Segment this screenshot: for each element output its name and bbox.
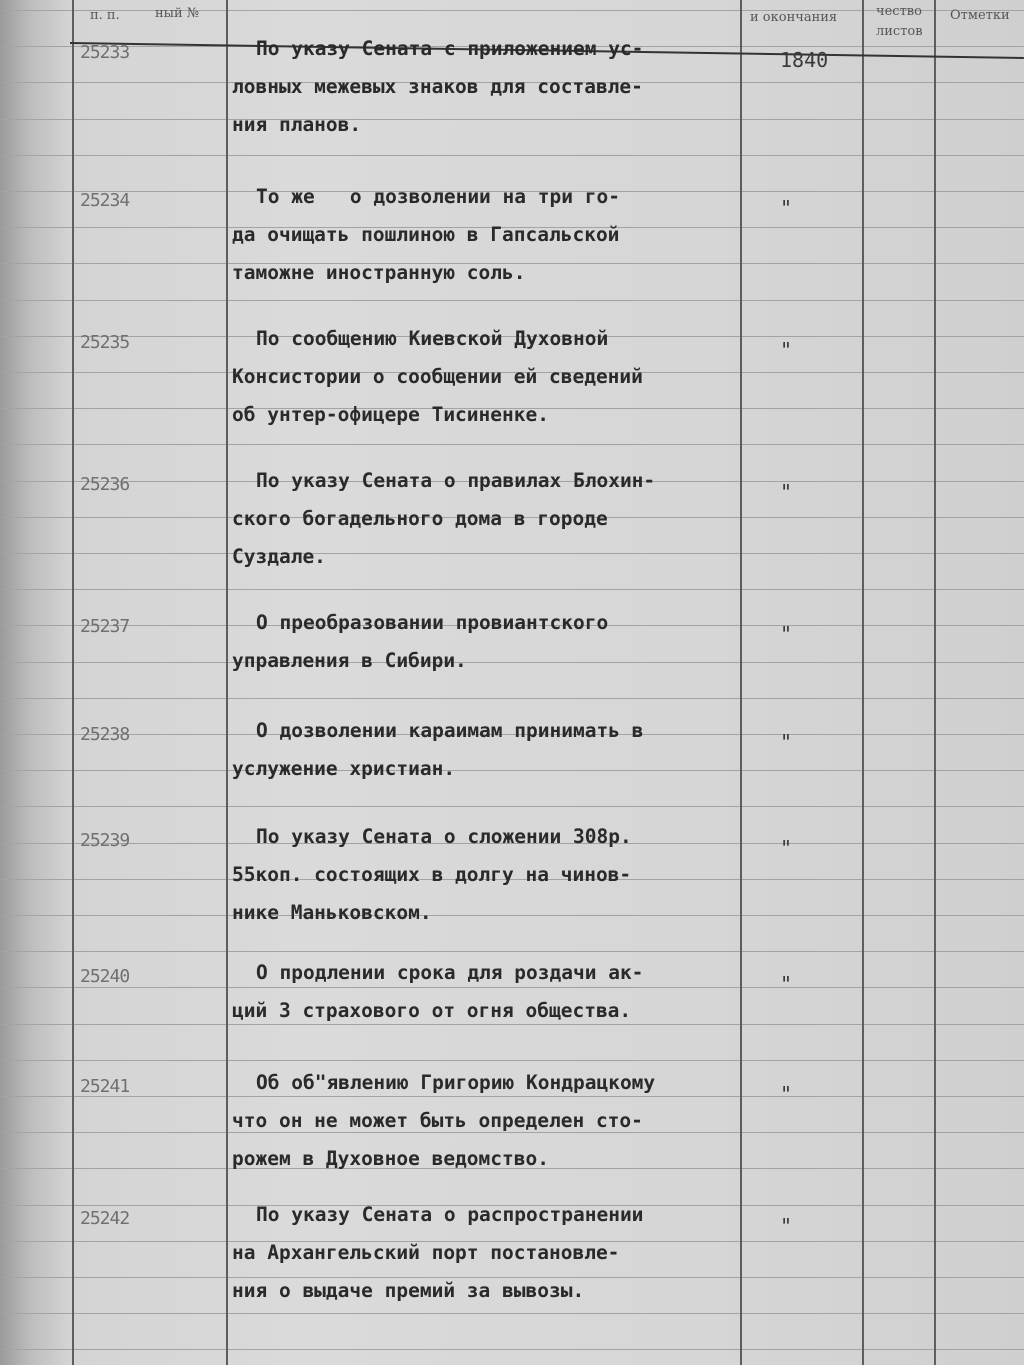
description-line: По указу Сената о распространении — [256, 1203, 644, 1226]
record-description — [232, 818, 752, 932]
record-date: " — [780, 972, 793, 996]
ruled-line — [0, 155, 1024, 156]
description-line: услужение христиан. — [232, 757, 456, 780]
record-date: " — [780, 338, 793, 362]
record-description — [232, 320, 752, 434]
description-line: По указу Сената о правилах Блохин- — [256, 469, 656, 492]
description-line: таможне иностранную соль. — [232, 261, 526, 284]
record-description — [232, 712, 752, 788]
record-date: " — [780, 730, 793, 754]
record-description — [232, 604, 752, 680]
record-number: 25239 — [80, 830, 130, 851]
record-date: " — [780, 622, 793, 646]
ruled-line — [0, 698, 1024, 699]
description-line: нике Маньковском. — [232, 901, 432, 924]
record-number: 25234 — [80, 190, 130, 211]
description-line: По указу Сената о сложении 308р. — [256, 825, 632, 848]
ruled-line — [0, 1313, 1024, 1314]
header-col-count-line2: листов — [876, 24, 923, 39]
description-line: ций 3 страхового от огня общества. — [232, 999, 632, 1022]
column-rule-dates — [862, 0, 864, 1365]
header-col-dates: и окончания — [750, 10, 838, 25]
ruled-line — [0, 10, 1024, 11]
description-line: ния о выдаче премий за вывозы. — [232, 1279, 585, 1302]
description-line: ловных межевых знаков для составле- — [232, 75, 643, 98]
description-line: рожем в Духовное ведомство. — [232, 1147, 549, 1170]
description-line: Об об"явлению Григорию Кондрацкому — [256, 1071, 656, 1094]
description-line: да очищать пошлиною в Гапсальской — [232, 223, 620, 246]
description-line: То же о дозволении на три го- — [256, 185, 620, 208]
header-col-notes: Отметки — [950, 8, 1010, 23]
ruled-line — [0, 806, 1024, 807]
column-rule-count — [934, 0, 936, 1365]
description-line: О дозволении караимам принимать в — [256, 719, 644, 742]
record-number: 25235 — [80, 332, 130, 353]
ruled-line — [0, 589, 1024, 590]
description-line: что он не может быть определен сто- — [232, 1109, 643, 1132]
record-date: 1840 — [780, 48, 829, 72]
description-line: Суздале. — [232, 545, 326, 568]
record-date: " — [780, 480, 793, 504]
description-line: ния планов. — [232, 113, 362, 136]
header-col-num: п. п. — [90, 8, 120, 23]
description-line: ского богадельного дома в городе — [232, 507, 608, 530]
column-rule-number — [226, 0, 228, 1365]
description-line: Консистории о сообщении ей сведений — [232, 365, 643, 388]
record-number: 25233 — [80, 42, 130, 63]
ruled-line — [0, 444, 1024, 445]
description-line: управления в Сибири. — [232, 649, 467, 672]
record-number: 25238 — [80, 724, 130, 745]
column-rule-left — [72, 0, 74, 1365]
ruled-line — [0, 1060, 1024, 1061]
ruled-line — [0, 1349, 1024, 1350]
description-line: об унтер-офицере Тисиненке. — [232, 403, 549, 426]
record-date: " — [780, 1214, 793, 1238]
description-line: О преобразовании провиантского — [256, 611, 609, 634]
description-line: на Архангельский порт постановле- — [232, 1241, 620, 1264]
record-number: 25240 — [80, 966, 130, 987]
record-number: 25241 — [80, 1076, 130, 1097]
description-line: По указу Сената с приложением ус- — [256, 37, 644, 60]
header-col-count-line1: чество — [876, 4, 922, 19]
record-number: 25236 — [80, 474, 130, 495]
description-line: 55коп. состоящих в долгу на чинов- — [232, 863, 632, 886]
description-line: По сообщению Киевской Духовной — [256, 327, 609, 350]
ruled-line — [0, 300, 1024, 301]
record-date: " — [780, 1082, 793, 1106]
record-description — [232, 30, 752, 144]
record-number: 25242 — [80, 1208, 130, 1229]
record-description — [232, 178, 752, 292]
description-line: О продлении срока для роздачи ак- — [256, 961, 644, 984]
record-description — [232, 1064, 752, 1178]
record-date: " — [780, 836, 793, 860]
record-description — [232, 462, 752, 576]
record-description — [232, 954, 752, 1030]
header-col-inventory: ный № — [155, 6, 200, 21]
record-date: " — [780, 196, 793, 220]
record-number: 25237 — [80, 616, 130, 637]
record-description — [232, 1196, 752, 1310]
ruled-line — [0, 951, 1024, 952]
